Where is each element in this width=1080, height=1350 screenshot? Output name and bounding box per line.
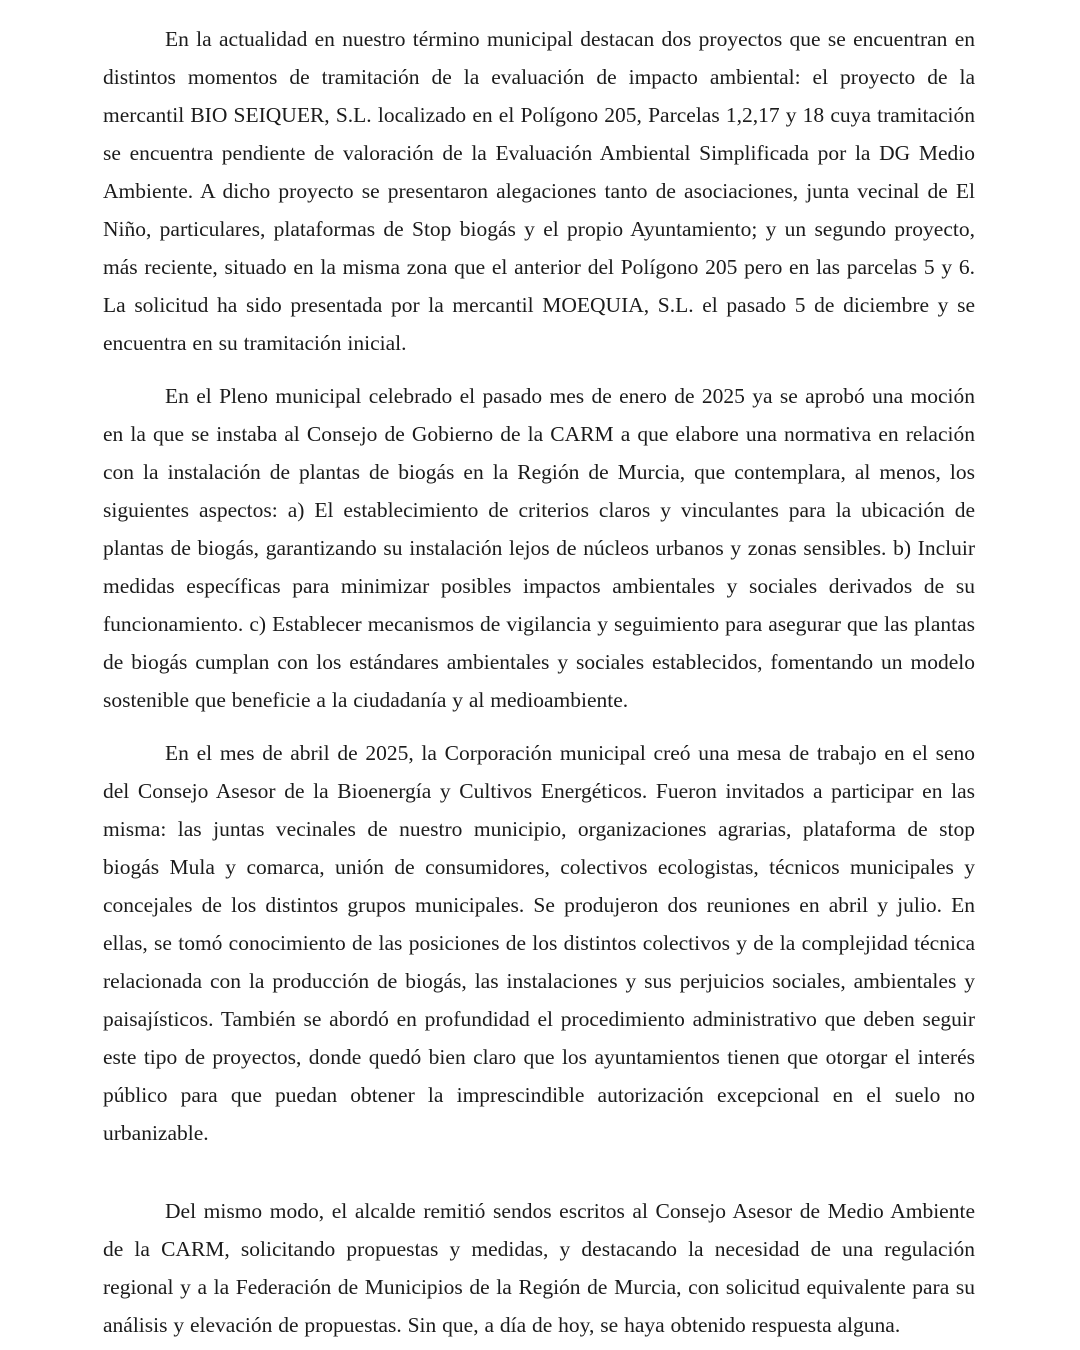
paragraph-pleno-motion: En el Pleno municipal celebrado el pasado mes de enero de 2025 ya se aprobó una moción en la que se instaba al Consejo de Gobierno de la CARM a que elabore una normativa en relación con la instalación de plantas de biogás en la Región de Murcia, que contemplara, al menos, los siguientes aspectos: a) El establecimiento de criterios claros y vinculantes para la ubicación de plantas de biogás, garantizando su instalación lejos de núcleos urbanos y zonas sensibles. b) Incluir medidas específicas para minimizar posibles impactos ambientales y sociales derivados de su funcionamiento. c) Establecer mecanismos de vigilancia y seguimiento para asegurar que las plantas de biogás cumplan con los estándares ambientales y sociales establecidos, fomentando un modelo sostenible que beneficie a la ciudadanía y al medioambiente. [103,384,975,712]
paragraph-current-projects: En la actualidad en nuestro término municipal destacan dos proyectos que se encuentran en distintos momentos de tramitación de la evaluación de impacto ambiental: el proyecto de la mercantil BIO SEIQUER, S.L. localizado en el Polígono 205, Parcelas 1,2,17 y 18 cuya tramitación se encuentra pendiente de valoración de la Evaluación Ambiental Simplificada por la DG Medio Ambiente. A dicho proyecto se presentaron alegaciones tanto de asociaciones, junta vecinal de El Niño, particulares, plataformas de Stop biogás y el propio Ayuntamiento; y un segundo proyecto, más reciente, situado en la misma zona que el anterior del Polígono 205 pero en las parcelas 5 y 6. La solicitud ha sido presentada por la mercantil MOEQUIA, S.L. el pasado 5 de diciembre y se encuentra en su tramitación inicial. [103,27,975,355]
paragraph-mesa-de-trabajo: En el mes de abril de 2025, la Corporación municipal creó una mesa de trabajo en el seno del Consejo Asesor de la Bioenergía y Cultivos Energéticos. Fueron invitados a participar en las misma: las juntas vecinales de nuestro municipio, organizaciones agrarias, plataforma de stop biogás Mula y comarca, unión de consumidores, colectivos ecologistas, técnicos municipales y concejales de los distintos grupos municipales. Se produjeron dos reuniones en abril y julio. En ellas, se tomó conocimiento de las posiciones de los distintos colectivos y de la complejidad técnica relacionada con la producción de biogás, las instalaciones y sus perjuicios sociales, ambientales y paisajísticos. También se abordó en profundidad el procedimiento administrativo que deben seguir este tipo de proyectos, donde quedó bien claro que los ayuntamientos tienen que otorgar el interés público para que puedan obtener la imprescindible autorización excepcional en el suelo no urbanizable. [103,741,975,1145]
paragraph-escritos-alcalde: Del mismo modo, el alcalde remitió sendos escritos al Consejo Asesor de Medio Ambiente de la CARM, solicitando propuestas y medidas, y destacando la necesidad de una regulación regional y a la Federación de Municipios de la Región de Murcia, con solicitud equivalente para su análisis y elevación de propuestas. Sin que, a día de hoy, se haya obtenido respuesta alguna. [103,1199,975,1337]
